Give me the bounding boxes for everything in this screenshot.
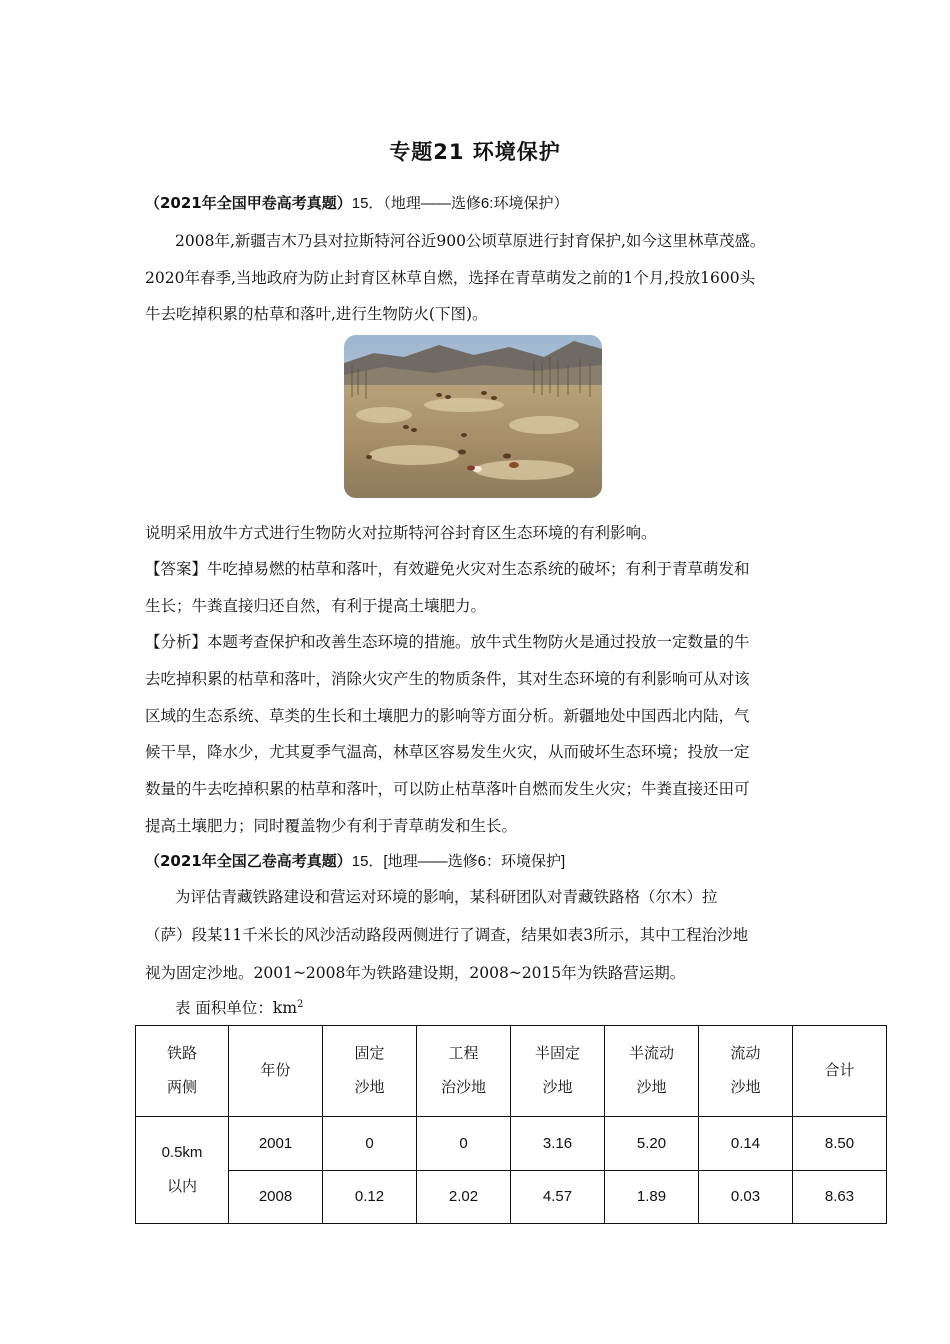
q1-intro-line: 牛去吃掉积累的枯草和落叶,进行生物防火(下图)。 bbox=[145, 305, 488, 323]
table-cell: 0.12 bbox=[323, 1171, 417, 1224]
table-cell: 2008 bbox=[229, 1171, 323, 1224]
table-cell: 0.14 bbox=[699, 1117, 793, 1171]
table-caption bbox=[175, 996, 303, 1018]
group-label-text: 以内 bbox=[166, 1178, 197, 1195]
table-caption-sup: 2 bbox=[297, 998, 304, 1010]
q1-header bbox=[145, 192, 568, 213]
header-text: 流动 bbox=[730, 1045, 761, 1062]
header-text: 沙地 bbox=[354, 1079, 385, 1096]
header-text: 半流动 bbox=[628, 1045, 674, 1062]
header-cell-total bbox=[793, 1026, 887, 1117]
q1-answer-line: 【答案】牛吃掉易燃的枯草和落叶，有效避免火灾对生态系统的破坏；有利于青草萌发和 bbox=[145, 560, 750, 578]
header-text: 治沙地 bbox=[440, 1079, 486, 1096]
table-cell: 0 bbox=[417, 1117, 511, 1171]
page-title: 专题21 环境保护 bbox=[389, 140, 561, 164]
sand-area-table bbox=[135, 1025, 887, 1224]
table-cell: 4.57 bbox=[511, 1171, 605, 1224]
header-cell-fixed bbox=[323, 1026, 417, 1117]
q1-analysis-line: 数量的牛去吃掉积累的枯草和落叶，可以防止枯草落叶自燃而发生火灾；牛粪直接还田可 bbox=[145, 780, 750, 798]
q1-intro-line: 2020年春季,当地政府为防止封育区林草自燃，选择在青草萌发之前的1个月,投放1600头 bbox=[145, 269, 756, 287]
q1-question: 说明采用放牛方式进行生物防火对拉斯特河谷封育区生态环境的有利影响。 bbox=[145, 524, 657, 542]
header-cell-year bbox=[229, 1026, 323, 1117]
header-text: 固定 bbox=[354, 1045, 385, 1062]
q1-header-rest: 15．（地理——选修6:环境保护） bbox=[351, 195, 569, 212]
header-text: 合计 bbox=[824, 1062, 855, 1079]
header-text: 年份 bbox=[260, 1062, 291, 1079]
q2-header bbox=[145, 850, 565, 871]
photo-illustration bbox=[344, 335, 602, 498]
q1-answer-line: 生长；牛粪直接归还自然，有利于提高土壤肥力。 bbox=[145, 597, 487, 615]
header-text: 半固定 bbox=[534, 1045, 580, 1062]
q1-analysis-line: 区域的生态系统、草类的生长和土壤肥力的影响等方面分析。新疆地处中国西北内陆，气 bbox=[145, 707, 750, 725]
header-cell-semi-mobile bbox=[605, 1026, 699, 1117]
table-cell: 3.16 bbox=[511, 1117, 605, 1171]
header-text: 沙地 bbox=[542, 1079, 573, 1096]
table-header-row bbox=[136, 1026, 887, 1117]
header-cell-side bbox=[136, 1026, 229, 1117]
q2-intro-line: 视为固定沙地。2001~2008年为铁路建设期，2008~2015年为铁路营运期。 bbox=[145, 964, 686, 982]
header-text: 两侧 bbox=[166, 1079, 197, 1096]
table-cell: 8.63 bbox=[793, 1171, 887, 1224]
table-cell: 5.20 bbox=[605, 1117, 699, 1171]
header-text: 工程 bbox=[448, 1045, 479, 1062]
header-cell-semi-fixed bbox=[511, 1026, 605, 1117]
table-cell: 2001 bbox=[229, 1117, 323, 1171]
cattle-grazing-photo bbox=[344, 335, 602, 498]
table-cell: 0 bbox=[323, 1117, 417, 1171]
header-cell-engineered bbox=[417, 1026, 511, 1117]
table-cell: 2.02 bbox=[417, 1171, 511, 1224]
table-caption-text: 表 面积单位：km bbox=[175, 999, 298, 1017]
q1-analysis-line: 候干旱，降水少，尤其夏季气温高，林草区容易发生火灾，从而破坏生态环境；投放一定 bbox=[145, 743, 750, 761]
q1-analysis-line: 【分析】本题考查保护和改善生态环境的措施。放牛式生物防火是通过投放一定数量的牛 bbox=[145, 633, 750, 651]
header-text: 沙地 bbox=[636, 1079, 667, 1096]
table-row bbox=[136, 1117, 887, 1171]
group-label-cell bbox=[136, 1117, 229, 1224]
table-cell: 8.50 bbox=[793, 1117, 887, 1171]
q1-source: （2021年全国甲卷高考真题） bbox=[145, 194, 352, 212]
table-cell: 1.89 bbox=[605, 1171, 699, 1224]
header-text: 铁路 bbox=[166, 1045, 197, 1062]
q2-intro-line: 为评估青藏铁路建设和营运对环境的影响，某科研团队对青藏铁路格（尔木）拉 bbox=[175, 888, 718, 906]
table-cell: 0.03 bbox=[699, 1171, 793, 1224]
q1-analysis-line: 去吃掉积累的枯草和落叶，消除火灾产生的物质条件，其对生态环境的有利影响可从对该 bbox=[145, 670, 750, 688]
q2-intro-line: （萨）段某11千米长的风沙活动路段两侧进行了调查，结果如表3所示，其中工程治沙地 bbox=[145, 926, 749, 944]
group-label-text: 0.5km bbox=[161, 1144, 203, 1161]
q2-header-rest: 15．[地理——选修6：环境保护] bbox=[351, 853, 566, 870]
header-cell-mobile bbox=[699, 1026, 793, 1117]
header-text: 沙地 bbox=[730, 1079, 761, 1096]
table-row bbox=[136, 1171, 887, 1224]
q2-source: （2021年全国乙卷高考真题） bbox=[145, 852, 352, 870]
q1-intro-line: 2008年,新疆吉木乃县对拉斯特河谷近900公顷草原进行封育保护,如今这里林草茂盛。 bbox=[175, 232, 766, 250]
q1-analysis-line: 提高土壤肥力；同时覆盖物少有利于青草萌发和生长。 bbox=[145, 817, 518, 835]
